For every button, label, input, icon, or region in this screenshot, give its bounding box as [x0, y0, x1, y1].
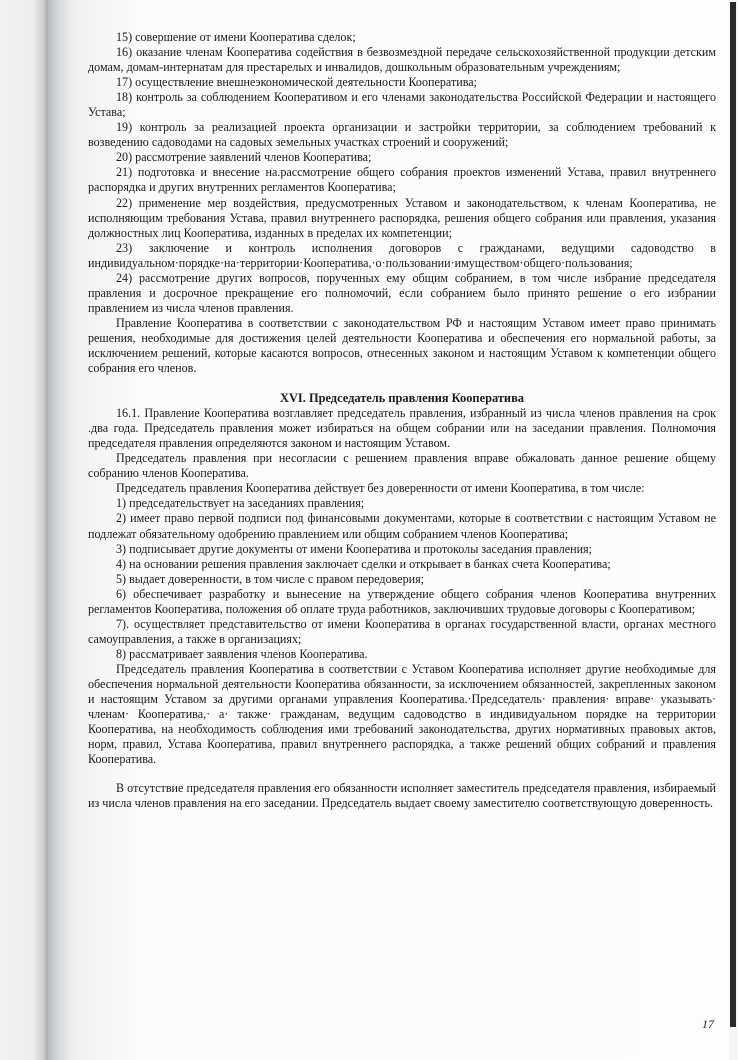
list-item: 3) подписывает другие документы от имени Кооператива и протоколы заседания правления;	[116, 541, 592, 556]
list-item: 18) контроль за соблюдением Кооперативом и его членами законодательства Российской Федерации и настоящего Устава;	[88, 90, 716, 120]
list-item: 23) заключение и контроль исполнения договоров с гражданами, ведущими садоводство в индивидуальном·порядке·на·территории·Кооператива,·о·пользовании·имуществом·общего·пользования;	[88, 240, 716, 270]
document-body	[88, 30, 716, 811]
adjacent-page-edge	[0, 0, 48, 1060]
paragraph: 16.1. Правление Кооператива возглавляет председатель правления, избранный из числа членов правления на срок .два года. Председатель правления может избираться на общем собрании или на заседании правления. Полномочия председателя правления определяются законом и настоящим Уставом.	[88, 406, 716, 451]
paragraph: Председатель правления Кооператива в соответствии с Уставом Кооператива исполняет другие необходимые для обеспечения нормальной деятельности Кооператива обязанности, за исключением обязанностей, закрепленных законом и настоящим Уставом за другими органами управления Кооператива.·Председатель· правления· вправе· указывать· членам· Кооператива,· а· также· гражданам, ведущим садоводство в индивидуальном порядке на территории Кооператива, на необходимость соблюдения ими требований законодательства, других нормативных правовых актов, норм, правил, Устава Кооператива, правил внутреннего распорядка, а также решений общих собраний и правления Кооператива.	[88, 661, 716, 767]
right-scan-edge	[730, 2, 736, 1027]
list-item: 6) обеспечивает разработку и вынесение на утверждение общего собрания членов Кооператива внутренних регламентов Кооператива, положения об оплате труда работников, заключивших трудовые договоры с Кооперативом;	[88, 586, 716, 616]
page-binding-shadow	[48, 0, 70, 1060]
list-item: 5) выдает доверенности, в том числе с правом передоверия;	[116, 571, 425, 586]
page-number: 17	[702, 1017, 714, 1031]
list-item: 1) председательствует на заседаниях правления;	[116, 496, 365, 511]
section-heading: XVI. Председатель правления Кооператива	[280, 391, 524, 406]
list-item: 17) осуществление внешнеэкономической деятельности Кооператива;	[116, 75, 477, 90]
list-item: 22) применение мер воздействия, предусмотренных Уставом и законодательством, к членам Кооператива, не исполняющим требования Устава, правил внутреннего распорядка, решения общего собрания или правления, указания должностных лиц Кооператива, изданных в пределах их компетенции;	[88, 195, 716, 240]
list-item: 8) рассматривает заявления членов Кооператива.	[116, 646, 368, 661]
list-item: 24) рассмотрение других вопросов, порученных ему общим собранием, в том числе избрание председателя правления и досрочное прекращение его полномочий, если собранием было принято решение о его избрании правлением из числа членов правления.	[88, 270, 716, 315]
paragraph: В отсутствие председателя правления его обязанности исполняет заместитель председателя правления, избираемый из числа членов правления на его заседании. Председатель выдает своему заместителю соответствующую доверенность.	[88, 781, 716, 811]
paragraph: Правление Кооператива в соответствии с законодательством РФ и настоящим Уставом имеет право принимать решения, необходимые для достижения целей деятельности Кооператива и обеспечения его нормальной работы, за исключением решений, которые касаются вопросов, отнесенных законом и настоящим Уставом к компетенции общего собрания его членов.	[88, 315, 716, 376]
paragraph: Председатель правления при несогласии с решением правления вправе обжаловать данное решение общему собранию членов Кооператива.	[88, 451, 716, 481]
list-item: 15) совершение от имени Кооператива сделок;	[116, 30, 356, 44]
list-item: 2) имеет право первой подписи под финансовыми документами, которые в соответствии с настоящим Уставом не подлежат обязательному одобрению правлением или общим собранием членов Кооператива;	[88, 511, 716, 541]
list-item: 20) рассмотрение заявлений членов Кооператива;	[116, 150, 372, 165]
paragraph: Председатель правления Кооператива действует без доверенности от имени Кооператива, в том числе:	[116, 481, 645, 496]
list-item: 16) оказание членам Кооператива содействия в безвозмездной передаче сельскохозяйственной продукции детским домам, домам-интернатам для престарелых и инвалидов, дошкольным образовательным учреждениям;	[88, 45, 716, 75]
list-item: 19) контроль за реализацией проекта организации и застройки территории, за соблюдением требований к возведению садоводами на садовых земельных участках строений и сооружений;	[88, 120, 716, 150]
list-item: 7). осуществляет представительство от имени Кооператива в органах государственной власти, органах местного самоуправления, а также в организациях;	[88, 616, 716, 646]
list-item: 4) на основании решения правления заключает сделки и открывает в банках счета Кооператива;	[116, 556, 611, 571]
paragraph-gap	[88, 767, 716, 781]
list-item: 21) подготовка и внесение на.рассмотрение общего собрания проектов изменений Устава, правил внутреннего распорядка и других внутренних регламентов Кооператива;	[88, 165, 716, 195]
